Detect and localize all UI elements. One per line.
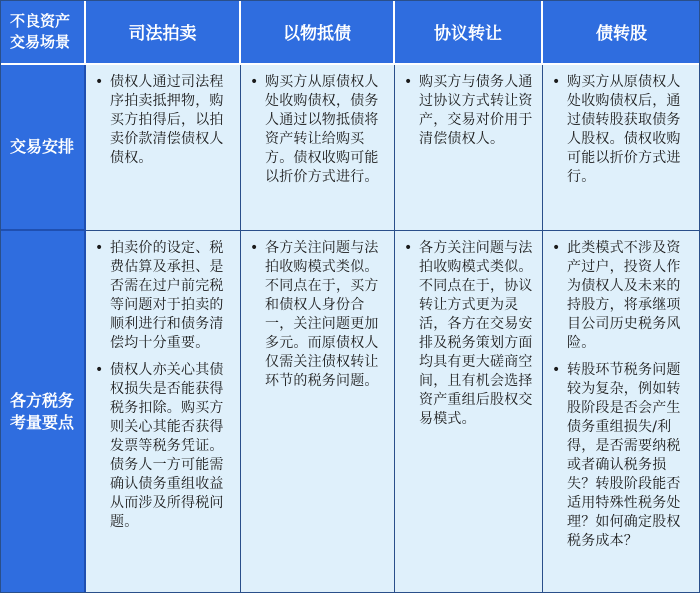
bullet-icon: • <box>95 362 104 378</box>
column-header-debt-to-equity <box>543 0 700 65</box>
cell-text: 购买方从原债权人处收购债权，债务人通过以物抵债将资产转让给购买方。债权收购可能以折价方式进行。 <box>265 74 379 185</box>
row-header-tax-considerations <box>0 231 86 593</box>
table-cell <box>241 231 395 593</box>
row-header-text: 各方税务考量要点 <box>9 391 74 432</box>
list-item <box>549 361 692 551</box>
cell-text: 购买方与债务人通过协议方式转让资产，交易对价用于清偿债权人。 <box>419 74 533 147</box>
bullet-icon: • <box>404 74 413 90</box>
column-header-text: 债转股 <box>596 24 647 44</box>
bullet-icon: • <box>404 240 413 256</box>
list-item <box>92 239 232 353</box>
table-cell <box>241 65 395 231</box>
list-item <box>247 239 386 391</box>
bullet-icon: • <box>250 240 259 256</box>
column-header-text: 协议转让 <box>434 24 502 44</box>
table-cell <box>86 231 241 593</box>
list-item <box>92 73 232 168</box>
corner-header <box>0 0 86 65</box>
list-item <box>401 239 534 429</box>
cell-text: 拍卖价的设定、税费估算及承担、是否需在过户前完税等问题对于拍卖的顺利进行和债务清偿均十分重要。 <box>110 240 224 351</box>
list-item <box>92 361 232 532</box>
cell-text: 此类模式不涉及资产过户，投资人作为债权人及未来的持股方，将承继项目公司历史税务风险。 <box>567 240 681 351</box>
bullet-icon: • <box>552 74 561 90</box>
column-header-debt-for-asset <box>241 0 395 65</box>
cell-text: 各方关注问题与法拍收购模式类似。不同点在于，协议转让方式更为灵活，各方在交易安排及税务策划方面均具有更大磋商空间，且有机会选择资产重组后股权交易模式。 <box>419 240 533 427</box>
cell-text: 购买方从原债权人处收购债权后，通过债转股获取债务人股权。债权收购可能以折价方式进行。 <box>567 74 681 185</box>
bullet-icon: • <box>95 240 104 256</box>
bullet-icon: • <box>95 74 104 90</box>
table-cell <box>395 65 543 231</box>
cell-text: 债权人通过司法程序拍卖抵押物，购买方拍得后，以拍卖价款清偿债权人债权。 <box>110 74 224 166</box>
column-header-text: 以物抵债 <box>283 24 351 44</box>
column-header-text: 司法拍卖 <box>128 24 197 44</box>
corner-header-text: 不良资产交易场景 <box>10 11 71 51</box>
bullet-icon: • <box>250 74 259 90</box>
row-header-text: 交易安排 <box>9 137 74 156</box>
list-item <box>549 239 692 353</box>
list-item <box>247 73 386 187</box>
bullet-icon: • <box>552 240 561 256</box>
table-cell <box>543 65 700 231</box>
table-cell <box>395 231 543 593</box>
bullet-icon: • <box>552 362 561 378</box>
table-cell <box>543 231 700 593</box>
list-item <box>401 73 534 149</box>
cell-text: 转股环节税务问题较为复杂，例如转股阶段是否会产生债务重组损失/利得，是否需要纳税或者确认税务损失？转股阶段能否适用特殊性税务处理？如何确定股权税务成本？ <box>567 362 681 549</box>
column-header-judicial-auction <box>86 0 241 65</box>
column-header-agreement-transfer <box>395 0 543 65</box>
list-item <box>549 73 692 187</box>
row-header-arrangement <box>0 65 86 231</box>
cell-text: 债权人亦关心其债权损失是否能获得税务扣除。购买方则关心其能否获得发票等税务凭证。债务人一方可能需确认债务重组收益从而涉及所得税问题。 <box>110 362 224 530</box>
cell-text: 各方关注问题与法拍收购模式类似。不同点在于，买方和债权人身份合一，关注问题更加多元。而原债权人仅需关注债权转让环节的税务问题。 <box>265 240 379 389</box>
table-cell <box>86 65 241 231</box>
